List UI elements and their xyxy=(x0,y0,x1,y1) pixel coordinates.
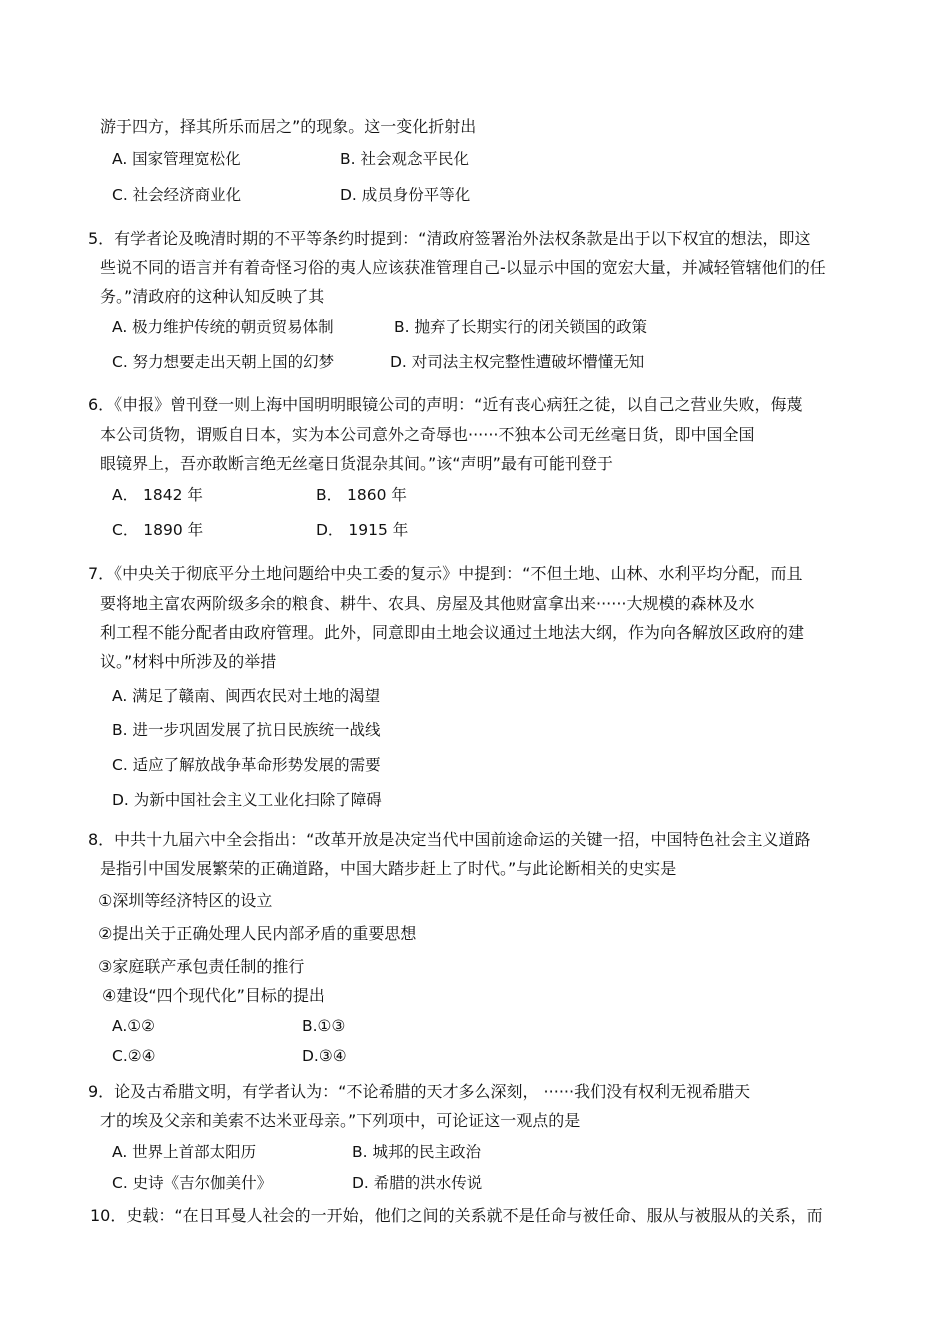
q7-option-a: A. 满足了赣南、闽西农民对土地的渴望 xyxy=(112,687,381,705)
q8-option-a: A.①② xyxy=(112,1017,156,1035)
q7-option-b: B. 进一步巩固发展了抗日民族统一战线 xyxy=(112,721,381,739)
q5-option-d: D. 对司法主权完整性遭破坏懵懂无知 xyxy=(390,353,645,371)
q4-option-a: A. 国家管理宽松化 xyxy=(112,150,241,168)
q7-stem-line: 利工程不能分配者由政府管理。此外，同意即由土地会议通过土地法大纲，作为向各解放区政府的建 xyxy=(100,623,805,642)
q9-stem-line: 才的埃及父亲和美索不达米亚母亲。”下列项中，可论证这一观点的是 xyxy=(100,1111,581,1130)
q9-option-c: C. 史诗《吉尔伽美什》 xyxy=(112,1174,273,1192)
q5-stem-line: 5．有学者论及晚清时期的不平等条约时提到：“清政府签署治外法权条款是出于以下权宜的想法，即这 xyxy=(88,229,811,248)
q5-option-a: A. 极力维护传统的朝贡贸易体制 xyxy=(112,318,334,336)
q5-stem-line: 务。”清政府的这种认知反映了其 xyxy=(100,287,325,306)
q8-item-3: ③家庭联产承包责任制的推行 xyxy=(98,957,305,976)
q6-option-d: D． 1915 年 xyxy=(316,521,409,539)
q7-option-d: D. 为新中国社会主义工业化扫除了障碍 xyxy=(112,791,382,809)
q7-stem-line: 要将地主富农两阶级多余的粮食、耕牛、农具、房屋及其他财富拿出来······大规模的森林及水 xyxy=(100,594,755,613)
q6-stem-line: 眼镜界上，吾亦敢断言绝无丝毫日货混杂其间。”该“声明”最有可能刊登于 xyxy=(100,454,613,473)
q9-option-d: D. 希腊的洪水传说 xyxy=(352,1174,483,1192)
q8-stem-line: 是指引中国发展繁荣的正确道路，中国大踏步赶上了时代。”与此论断相关的史实是 xyxy=(100,859,677,878)
q7-option-c: C. 适应了解放战争革命形势发展的需要 xyxy=(112,756,381,774)
q8-option-c: C.②④ xyxy=(112,1047,156,1065)
q8-item-4: ④建设“四个现代化”目标的提出 xyxy=(102,986,325,1005)
q4-option-c: C. 社会经济商业化 xyxy=(112,186,242,204)
q9-option-b: B. 城邦的民主政治 xyxy=(352,1143,481,1161)
q8-item-1: ①深圳等经济特区的设立 xyxy=(98,891,273,910)
q8-option-b: B.①③ xyxy=(302,1017,346,1035)
q6-stem-line: 本公司货物，谓贩自日本，实为本公司意外之奇辱也······不独本公司无丝毫日货，即中国全国 xyxy=(100,425,755,444)
q6-option-c: C． 1890 年 xyxy=(112,521,204,539)
q8-option-d: D.③④ xyxy=(302,1047,347,1065)
q5-option-b: B. 抛弃了长期实行的闭关锁国的政策 xyxy=(394,318,647,336)
q4-stem-line: 游于四方，择其所乐而居之”的现象。这一变化折射出 xyxy=(100,117,477,136)
q7-stem-line: 议。”材料中所涉及的举措 xyxy=(100,652,277,671)
q5-option-c: C. 努力想要走出天朝上国的幻梦 xyxy=(112,353,335,371)
q4-option-d: D. 成员身份平等化 xyxy=(340,186,471,204)
q7-stem-line: 7．《中央关于彻底平分土地问题给中央工委的复示》中提到：“不但土地、山林、水利平均分配，而且 xyxy=(88,564,803,583)
q6-option-b: B． 1860 年 xyxy=(316,486,407,504)
q9-option-a: A. 世界上首部太阳历 xyxy=(112,1143,257,1161)
q9-stem-line: 9．论及古希腊文明，有学者认为：“不论希腊的天才多么深刻， ······我们没有权利无视希腊天 xyxy=(88,1082,751,1101)
q6-option-a: A． 1842 年 xyxy=(112,486,203,504)
q5-stem-line: 些说不同的语言并有着奇怪习俗的夷人应该获准管理自己-以显示中国的宽宏大量，并减轻管辖他们的任 xyxy=(100,258,826,277)
q8-stem-line: 8．中共十九届六中全会指出：“改革开放是决定当代中国前途命运的关键一招，中国特色社会主义道路 xyxy=(88,830,811,849)
q6-stem-line: 6．《申报》曾刊登一则上海中国明明眼镜公司的声明：“近有丧心病狂之徒，以自己之营业失败，侮蔑 xyxy=(88,395,803,414)
q4-option-b: B. 社会观念平民化 xyxy=(340,150,469,168)
q8-item-2: ②提出关于正确处理人民内部矛盾的重要思想 xyxy=(98,924,417,943)
q10-stem-line: 10．史载：“在日耳曼人社会的一开始，他们之间的关系就不是任命与被任命、服从与被服从的关系，而 xyxy=(90,1206,823,1225)
